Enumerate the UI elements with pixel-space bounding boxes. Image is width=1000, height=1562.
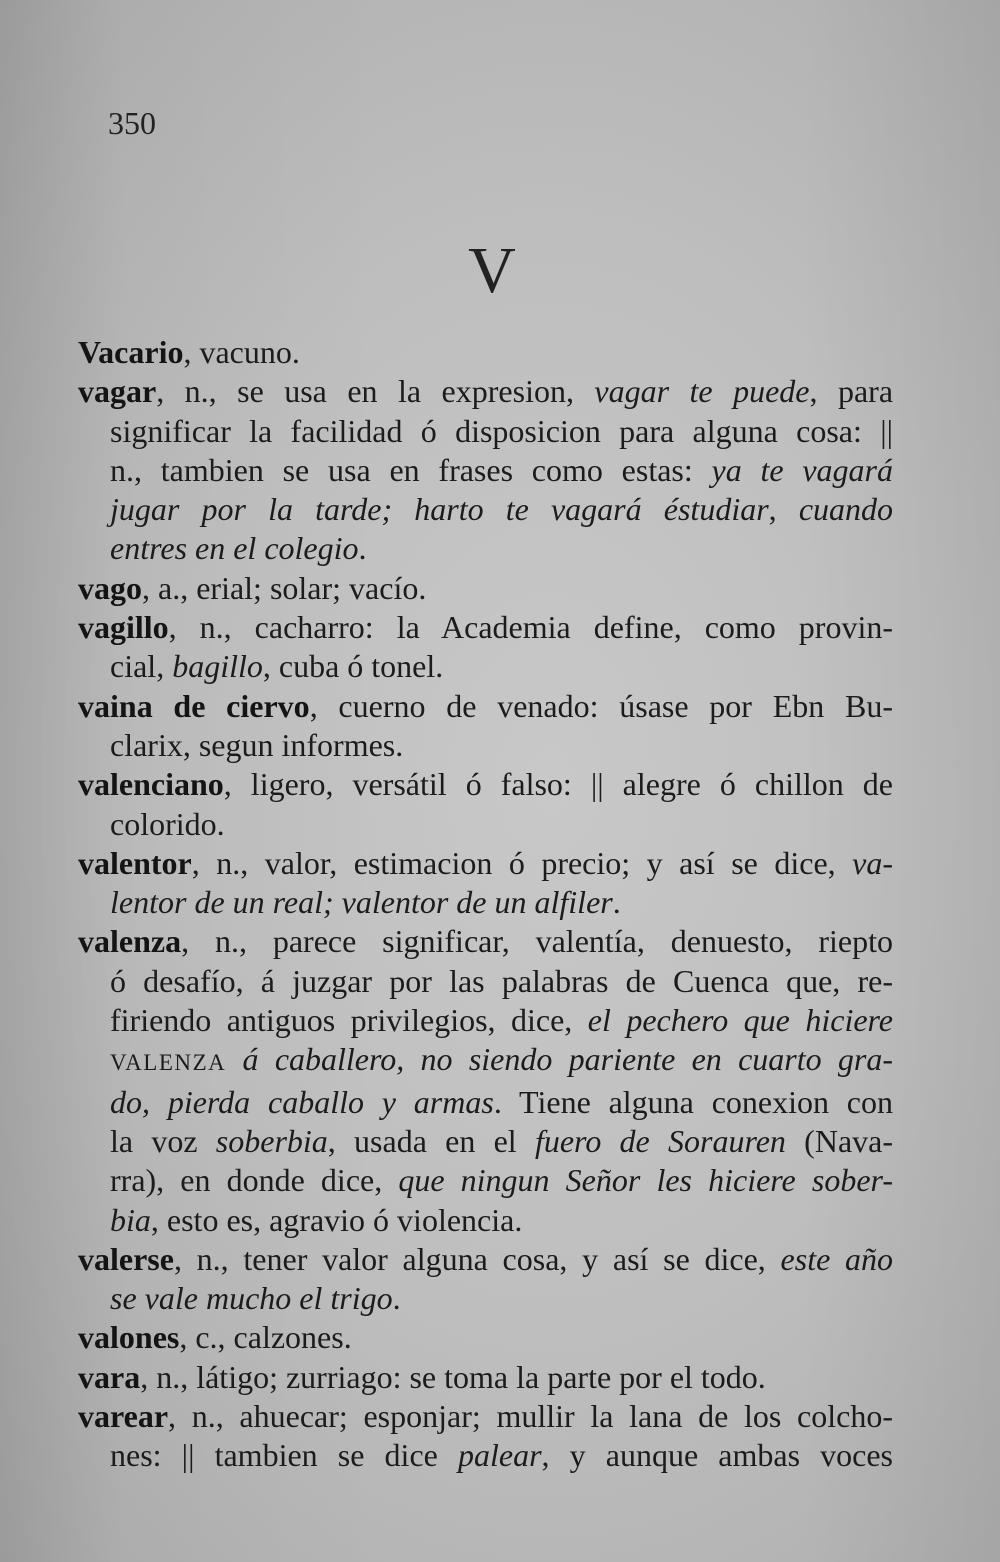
headword: vagillo bbox=[78, 609, 169, 646]
definition-text: cial, bbox=[110, 648, 173, 685]
italic-text: palear bbox=[457, 1437, 542, 1474]
definition-text: , y aunque ambas voces bbox=[541, 1437, 894, 1474]
dictionary-entry bbox=[78, 922, 893, 1239]
entry-line bbox=[78, 451, 893, 490]
entry-line bbox=[78, 372, 893, 411]
entry-line bbox=[78, 1040, 893, 1082]
definition-text: , cuerno de venado: úsase por Ebn Bu- bbox=[309, 687, 894, 724]
definition-text: , a., erial; solar; vacío. bbox=[142, 569, 427, 606]
entry-line bbox=[78, 883, 893, 922]
page-number: 350 bbox=[108, 105, 156, 141]
italic-text: el pechero que hiciere bbox=[587, 1002, 894, 1039]
definition-text: (Nava- bbox=[785, 1122, 894, 1159]
italic-text: do, pierda caballo y armas bbox=[110, 1083, 494, 1120]
headword: valenza bbox=[78, 923, 182, 960]
entry-line bbox=[78, 844, 893, 883]
italic-text: cuando bbox=[798, 491, 894, 528]
definition-text: , n., parece significar, valentía, denuesto, riepto bbox=[181, 923, 893, 960]
headword: valerse bbox=[78, 1240, 174, 1277]
definition-text: , n., látigo; zurriago: se toma la parte por el todo. bbox=[140, 1358, 766, 1395]
entry-line bbox=[78, 726, 893, 765]
italic-text: soberbia bbox=[215, 1122, 328, 1159]
italic-text: este año bbox=[780, 1240, 894, 1277]
headword: valenciano bbox=[78, 766, 224, 803]
dictionary-entry bbox=[78, 333, 893, 372]
italic-text: que ningun Señor les hiciere sober- bbox=[398, 1162, 894, 1199]
headword: vaina de ciervo bbox=[78, 687, 310, 724]
italic-text: bagillo bbox=[172, 648, 263, 685]
dictionary-entries bbox=[78, 333, 893, 1476]
small-caps-text: VALENZA bbox=[110, 1049, 227, 1076]
italic-text: fuero de Sorauren bbox=[534, 1122, 786, 1159]
definition-text: firiendo antiguos privilegios, dice, bbox=[110, 1002, 588, 1039]
entry-line bbox=[78, 1122, 893, 1161]
dictionary-entry bbox=[78, 1358, 893, 1397]
italic-text: jugar por la tarde; harto te vagará éstudiar bbox=[110, 491, 769, 528]
entry-line bbox=[78, 1318, 893, 1357]
italic-text: vagar te puede bbox=[594, 373, 810, 410]
entry-line bbox=[78, 569, 893, 608]
italic-text: bia bbox=[110, 1201, 151, 1238]
definition-text: . bbox=[612, 884, 621, 921]
definition-text: clarix, segun informes. bbox=[110, 726, 404, 763]
dictionary-entry bbox=[78, 608, 893, 687]
dictionary-entry bbox=[78, 1240, 893, 1319]
dictionary-entry bbox=[78, 372, 893, 568]
italic-text: va- bbox=[852, 844, 893, 881]
definition-text: , n., cacharro: la Academia define, como provin- bbox=[168, 609, 893, 646]
dictionary-entry bbox=[78, 569, 893, 608]
definition-text: , n., tener valor alguna cosa, y así se dice, bbox=[173, 1240, 781, 1277]
entry-line bbox=[78, 1001, 893, 1040]
definition-text: , ligero, versátil ó falso: || alegre ó chillon de bbox=[223, 766, 893, 803]
definition-text: rra), en donde dice, bbox=[110, 1162, 399, 1199]
definition-text: , n., se usa en la expresion, bbox=[156, 373, 595, 410]
dictionary-entry bbox=[78, 1397, 893, 1476]
definition-text: n., tambien se usa en frases como estas: bbox=[110, 451, 712, 488]
definition-text: , n., ahuecar; esponjar; mullir la lana de los colcho- bbox=[168, 1398, 893, 1435]
entry-line bbox=[78, 1358, 893, 1397]
entry-line bbox=[78, 1161, 893, 1200]
dictionary-entry bbox=[78, 765, 893, 844]
entry-line bbox=[78, 1436, 893, 1475]
entry-line bbox=[78, 333, 893, 372]
italic-text: lentor de un real; valentor de un alfiler bbox=[110, 884, 613, 921]
definition-text: . Tiene alguna conexion con bbox=[493, 1083, 893, 1120]
definition-text: , para bbox=[809, 373, 894, 410]
definition-text: significar la facilidad ó disposicion para alguna cosa: || bbox=[110, 412, 893, 449]
definition-text: , cuba ó tonel. bbox=[262, 648, 444, 685]
italic-text: se vale mucho el trigo bbox=[110, 1280, 393, 1317]
entry-line bbox=[78, 1240, 893, 1279]
entry-line bbox=[78, 922, 893, 961]
definition-text: , esto es, agravio ó violencia. bbox=[150, 1201, 523, 1238]
definition-text: . bbox=[358, 530, 367, 567]
entry-line bbox=[78, 805, 893, 844]
headword: vagar bbox=[78, 373, 157, 410]
entry-line bbox=[78, 1279, 893, 1318]
definition-text: , vacuno. bbox=[183, 334, 300, 370]
headword: Vacario bbox=[78, 334, 184, 370]
definition-text: la voz bbox=[110, 1122, 216, 1159]
entry-line bbox=[78, 962, 893, 1001]
entry-line bbox=[78, 412, 893, 451]
entry-line bbox=[78, 647, 893, 686]
italic-text: á caballero, no siendo pariente en cuarto gra- bbox=[226, 1041, 893, 1078]
entry-line bbox=[78, 608, 893, 647]
entry-line bbox=[78, 490, 893, 529]
definition-text: colorido. bbox=[110, 805, 225, 842]
definition-text: , n., valor, estimacion ó precio; y así se dice, bbox=[191, 844, 853, 881]
dictionary-entry bbox=[78, 1318, 893, 1357]
entry-line bbox=[78, 1397, 893, 1436]
headword: valones bbox=[78, 1319, 180, 1356]
italic-text: entres en el colegio bbox=[110, 530, 359, 567]
entry-line bbox=[78, 765, 893, 804]
italic-text: ya te vagará bbox=[711, 451, 894, 488]
dictionary-entry bbox=[78, 844, 893, 923]
definition-text: , usada en el bbox=[327, 1122, 535, 1159]
section-letter-heading: V bbox=[468, 234, 516, 307]
entry-line bbox=[78, 1083, 893, 1122]
entry-line bbox=[78, 1201, 893, 1240]
headword: vago bbox=[78, 569, 142, 606]
definition-text: ó desafío, á juzgar por las palabras de Cuenca que, re- bbox=[110, 962, 893, 999]
dictionary-entry bbox=[78, 687, 893, 766]
definition-text: nes: || tambien se dice bbox=[110, 1437, 458, 1474]
headword: valentor bbox=[78, 844, 192, 881]
entry-line bbox=[78, 529, 893, 568]
entry-line bbox=[78, 687, 893, 726]
headword: vara bbox=[78, 1358, 141, 1395]
definition-text: , c., calzones. bbox=[179, 1319, 352, 1356]
definition-text: , bbox=[768, 491, 799, 528]
headword: varear bbox=[78, 1398, 169, 1435]
definition-text: . bbox=[392, 1280, 401, 1317]
